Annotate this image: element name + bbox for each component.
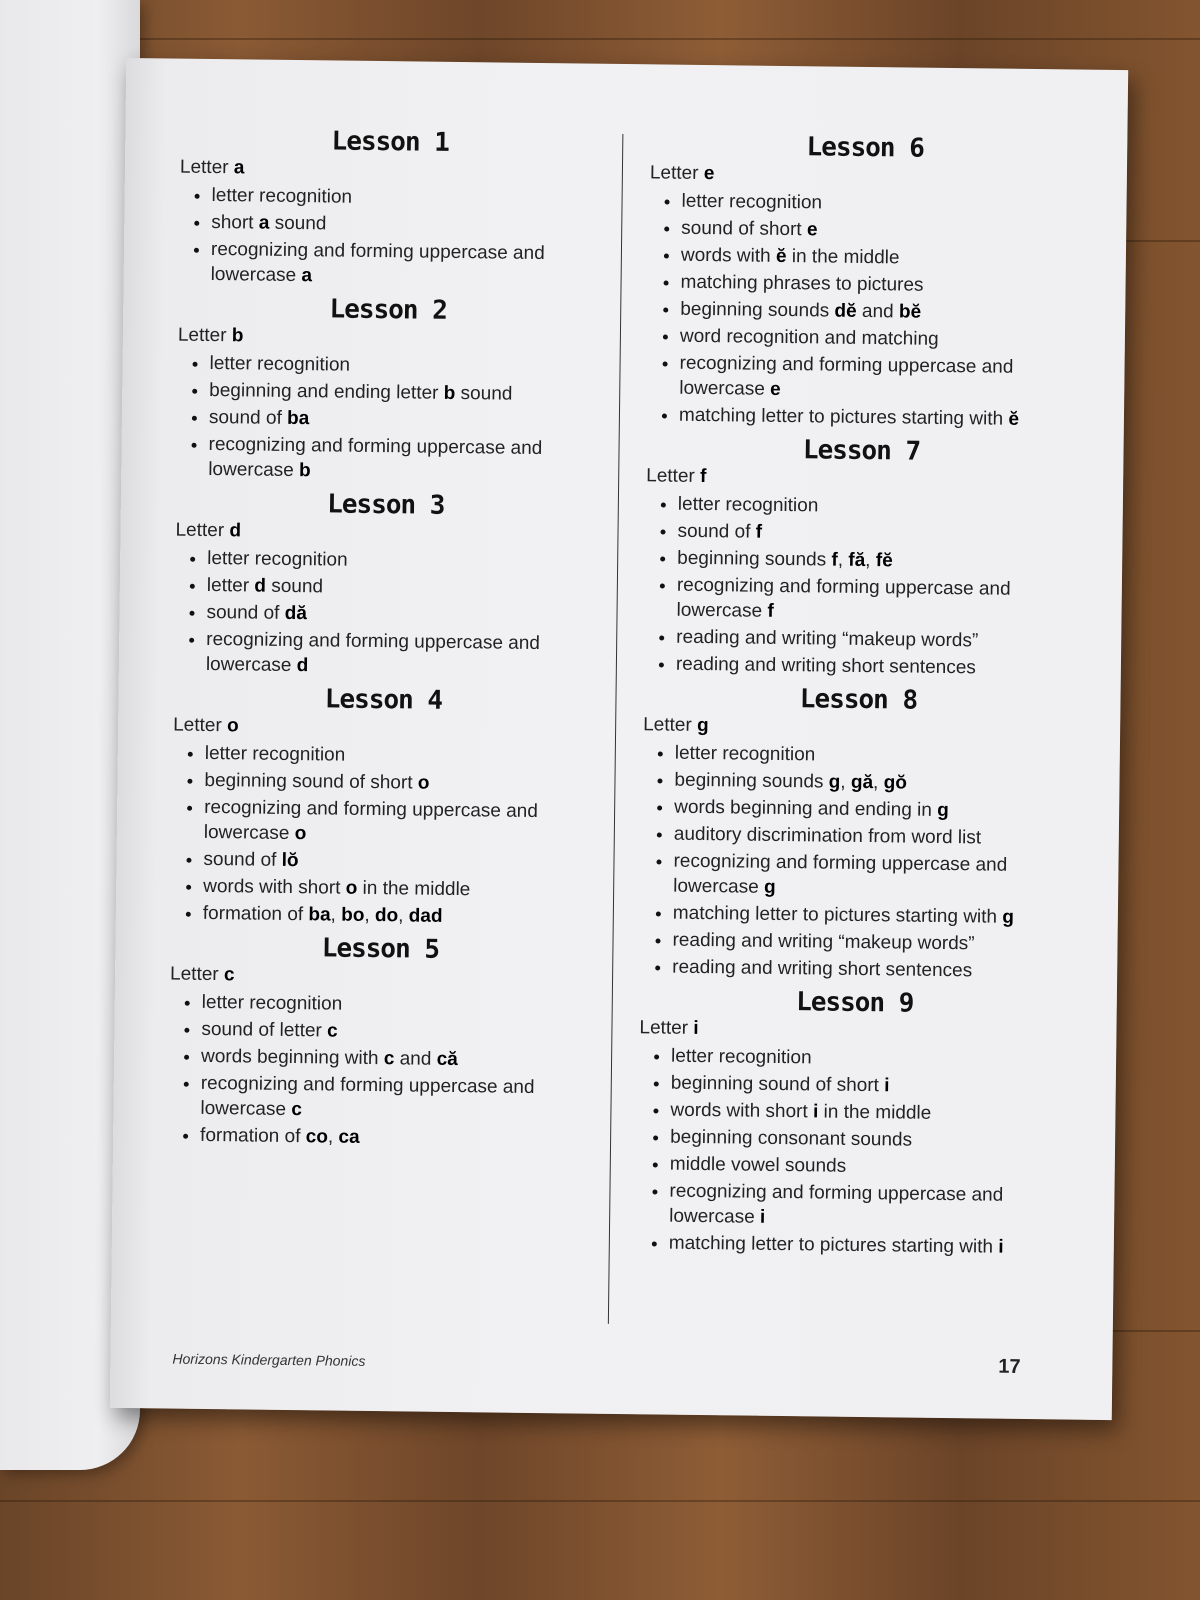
text-run: , [327, 1126, 339, 1148]
text-run: and [856, 300, 900, 323]
bold-text: fĕ [875, 550, 893, 572]
bold-text: gă [850, 771, 874, 794]
text-run: letter recognition [204, 742, 346, 766]
lesson-section [174, 488, 596, 682]
text-run: Letter [169, 963, 225, 986]
bold-text: ĕ [1008, 408, 1020, 430]
text-run: recognizing and forming uppercase and lowercase [676, 574, 1011, 622]
text-run: letter recognition [674, 742, 816, 766]
text-run: , [398, 905, 409, 927]
lesson-title: Lesson 7 [802, 435, 921, 467]
bold-text: o [226, 715, 239, 737]
book-page [110, 58, 1128, 1420]
bold-text: b [298, 460, 311, 482]
text-run: sound of letter [201, 1018, 328, 1042]
bold-text: g [937, 799, 949, 822]
text-run: letter recognition [677, 493, 819, 517]
objective-item [670, 1152, 1068, 1182]
objective-item [670, 1125, 1068, 1155]
objective-item [671, 1044, 1069, 1074]
text-run: in the middle [357, 877, 471, 901]
text-run: and [394, 1048, 437, 1070]
text-run: letter recognition [681, 190, 823, 214]
bold-text: ba [308, 904, 331, 926]
bold-text: gŏ [883, 772, 908, 794]
objective-item [679, 403, 1077, 433]
text-run: Letter [173, 714, 228, 737]
text-run: beginning consonant sounds [670, 1126, 913, 1151]
bold-text: i [759, 1206, 766, 1228]
bold-text: o [345, 877, 358, 899]
objective-item [673, 901, 1071, 931]
bold-text: f [699, 465, 707, 488]
objective-item [201, 1044, 589, 1074]
objective-item [207, 546, 595, 576]
book-title-footer: Horizons Kindergarten Phonics [172, 1350, 366, 1369]
objective-item [209, 351, 597, 381]
lesson-section [644, 433, 1077, 681]
objective-item [671, 1071, 1069, 1101]
text-run: beginning sounds [677, 547, 832, 571]
bold-text: b [443, 382, 456, 404]
text-run: Letter [646, 465, 701, 487]
objective-item [200, 1123, 588, 1153]
left-column [168, 119, 601, 1159]
bold-text: ba [286, 407, 310, 430]
objective-item [673, 849, 1072, 904]
objective-item [203, 847, 591, 877]
objective-item [211, 210, 599, 240]
objective-item [676, 652, 1074, 682]
lesson-letter [643, 714, 1073, 741]
text-run: matching letter to pictures starting with [678, 404, 1009, 430]
bold-text: d [254, 575, 267, 597]
text-run: Letter [639, 1017, 694, 1039]
bold-text: f [767, 600, 774, 622]
objective-list [176, 351, 598, 487]
objective-item [204, 768, 592, 798]
bold-text: d [229, 520, 242, 542]
text-run: recognizing and forming uppercase and lowercase [208, 433, 543, 482]
objective-item [672, 928, 1070, 958]
bold-text: o [294, 823, 307, 845]
text-run: sound [455, 382, 513, 405]
lesson-section [647, 130, 1081, 432]
bold-text: că [436, 1048, 458, 1071]
text-run: sound [269, 212, 327, 235]
text-run: Letter [643, 714, 698, 736]
bold-text: f [755, 521, 763, 543]
objective-item [209, 405, 597, 435]
bold-text: c [223, 964, 235, 986]
text-run: beginning sound of short [204, 769, 418, 794]
text-run: letter [206, 574, 255, 597]
text-run: recognizing and forming uppercase and lowercase [210, 238, 545, 287]
bold-text: g [828, 771, 841, 793]
text-run: sound of [677, 520, 756, 543]
bold-text: g [696, 714, 709, 737]
objective-item [680, 324, 1078, 354]
text-run: matching letter to pictures starting with [672, 902, 1003, 928]
objective-item [674, 795, 1072, 825]
text-run: recognizing and forming uppercase and lowercase [205, 628, 541, 677]
page-number: 17 [998, 1355, 1021, 1378]
text-run: beginning sound of short [670, 1072, 885, 1097]
lesson-letter [173, 715, 593, 742]
objective-list [644, 491, 1076, 681]
lesson-title: Lesson 2 [329, 294, 448, 326]
text-run: matching phrases to pictures [680, 271, 924, 296]
text-run: reading and writing “makeup words” [672, 929, 975, 955]
text-run: beginning sounds [674, 769, 829, 793]
bold-text: dĕ [834, 300, 857, 322]
text-run: letter recognition [671, 1045, 812, 1069]
text-run: words with short [203, 875, 346, 899]
right-column [637, 124, 1081, 1266]
text-run: middle vowel sounds [669, 1153, 847, 1177]
text-run: , [872, 772, 884, 794]
bold-text: d [296, 655, 309, 677]
bold-text: g [1002, 906, 1015, 928]
text-run: letter recognition [207, 547, 348, 571]
lesson-title: Lesson 5 [321, 933, 440, 965]
text-run: recognizing and forming uppercase and lowercase [203, 796, 539, 845]
objective-list [178, 183, 599, 292]
bold-text: ĕ [775, 245, 787, 268]
lesson-title: Lesson 3 [327, 489, 445, 521]
text-run: letter recognition [209, 352, 351, 376]
bold-text: b [231, 325, 244, 347]
bold-text: ca [338, 1126, 360, 1148]
objective-list [647, 188, 1080, 432]
objective-item [208, 432, 597, 487]
objective-list [171, 741, 593, 931]
lesson-letter [650, 162, 1080, 189]
lesson-letter [178, 325, 598, 352]
lesson-letter [180, 157, 600, 184]
text-run: reading and writing “makeup words” [676, 626, 979, 652]
objective-item [680, 297, 1078, 327]
text-run: formation of [199, 1124, 306, 1148]
objective-item [203, 874, 591, 904]
text-run: sound of short [681, 217, 808, 241]
objective-item [204, 795, 593, 850]
objective-item [675, 741, 1073, 771]
objective-list [168, 990, 590, 1153]
bold-text: a [258, 212, 270, 234]
bold-text: lŏ [281, 849, 299, 872]
text-run: sound of [203, 848, 282, 871]
text-run: in the middle [786, 246, 900, 269]
objective-item [205, 741, 593, 771]
lesson-title: Lesson 8 [799, 684, 918, 716]
bold-text: do [374, 905, 399, 927]
text-run: in the middle [818, 1101, 932, 1124]
objective-item [669, 1179, 1068, 1234]
bold-text: e [769, 378, 781, 400]
bold-text: i [998, 1236, 1004, 1258]
text-run: letter recognition [211, 184, 353, 208]
objective-item [207, 573, 595, 603]
objective-item [677, 519, 1075, 549]
lesson-section [178, 125, 600, 292]
bold-text: i [884, 1075, 890, 1097]
objective-item [201, 1017, 589, 1047]
objective-item [206, 627, 595, 682]
lesson-section [640, 682, 1074, 984]
bold-text: f [831, 549, 838, 571]
bold-text: e [703, 162, 715, 185]
lesson-section [168, 932, 591, 1153]
bold-text: fă [848, 549, 866, 571]
text-run: letter recognition [201, 991, 343, 1015]
objective-item [203, 901, 591, 931]
text-run: reading and writing short sentences [672, 956, 973, 982]
objective-list [174, 546, 596, 682]
bold-text: a [233, 157, 245, 179]
objective-item [211, 183, 599, 213]
objective-item [210, 237, 599, 292]
bold-text: c [383, 1048, 395, 1070]
text-run: , [837, 549, 849, 571]
text-run: sound of [208, 406, 288, 429]
text-run: words beginning with [200, 1045, 384, 1070]
objective-item [681, 216, 1079, 246]
objective-item [681, 189, 1079, 219]
objective-item [677, 546, 1075, 576]
bold-text: e [806, 219, 818, 241]
lesson-title: Lesson 4 [324, 684, 443, 716]
text-run: recognizing and forming uppercase and lowercase [669, 1180, 1004, 1228]
bold-text: c [326, 1020, 338, 1042]
text-run: Letter [649, 162, 704, 184]
text-run: beginning and ending letter [209, 379, 444, 404]
text-run: , [364, 904, 376, 927]
lesson-letter [639, 1017, 1069, 1044]
bold-text: i [693, 1017, 699, 1039]
bold-text: a [301, 265, 313, 287]
objective-list [637, 1043, 1070, 1260]
text-run: short [211, 211, 259, 234]
objective-item [669, 1231, 1067, 1261]
text-run: , [865, 549, 876, 572]
text-run: sound [265, 575, 324, 598]
text-run: word recognition and matching [679, 325, 939, 350]
text-run: matching letter to pictures starting with [668, 1232, 999, 1258]
objective-item [672, 955, 1070, 985]
text-run: auditory discrimination from word list [673, 823, 982, 849]
text-run: formation of [202, 902, 309, 926]
lesson-title: Lesson 6 [806, 132, 925, 164]
objective-item [679, 351, 1078, 406]
bold-text: dad [408, 905, 443, 927]
text-run: Letter [177, 324, 232, 347]
lesson-section [637, 985, 1070, 1260]
objective-item [200, 1071, 589, 1126]
lesson-title: Lesson 1 [331, 126, 450, 158]
column-divider [608, 134, 624, 1324]
bold-text: bo [341, 904, 365, 926]
lesson-section [171, 683, 594, 931]
text-run: words beginning and ending in [674, 796, 938, 821]
text-run: recognizing and forming uppercase and lowercase [673, 850, 1008, 898]
lesson-letter [175, 520, 595, 547]
objective-item [676, 625, 1074, 655]
objective-item [674, 768, 1072, 798]
text-run: , [330, 904, 342, 926]
text-run: , [840, 771, 852, 793]
text-run: words with [680, 244, 777, 267]
objective-item [670, 1098, 1068, 1128]
objective-item [202, 990, 590, 1020]
text-run: Letter [179, 156, 234, 179]
text-run: words with short [670, 1099, 814, 1123]
objective-item [681, 243, 1079, 273]
lesson-letter [646, 465, 1076, 492]
objective-item [676, 573, 1075, 628]
objective-item [209, 378, 597, 408]
text-run: beginning sounds [680, 298, 835, 322]
text-run: recognizing and forming uppercase and lowercase [679, 352, 1014, 400]
bold-text: g [763, 876, 776, 898]
text-run: recognizing and forming uppercase and lowercase [200, 1072, 535, 1121]
bold-text: bĕ [898, 301, 922, 323]
lesson-section [176, 293, 598, 487]
lesson-letter [170, 964, 590, 991]
text-run: Letter [175, 519, 230, 542]
bold-text: i [812, 1101, 819, 1123]
text-run: sound of [206, 601, 285, 624]
bold-text: o [417, 772, 430, 794]
bold-text: c [291, 1099, 302, 1121]
lesson-title: Lesson 9 [795, 987, 914, 1019]
objective-item [206, 600, 594, 630]
objective-item [674, 822, 1072, 852]
objective-item [680, 270, 1078, 300]
bold-text: dă [284, 602, 307, 625]
text-run: reading and writing short sentences [675, 653, 976, 679]
objective-list [640, 740, 1073, 984]
objective-item [678, 492, 1076, 522]
bold-text: co [305, 1126, 329, 1148]
